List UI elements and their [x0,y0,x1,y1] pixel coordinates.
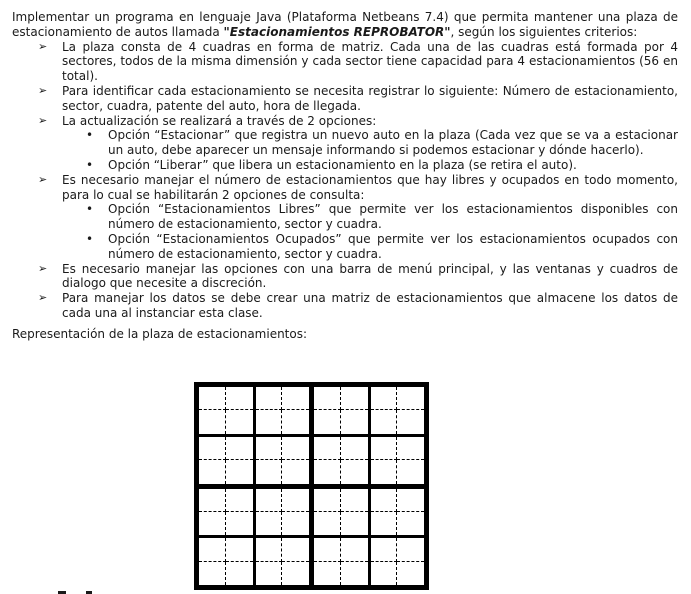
intro-text-after: , según los siguientes criterios: [450,24,638,39]
plaza-grid [194,382,429,590]
dot-bullet-icon: • [86,231,94,246]
sector [371,387,425,434]
parking-spot [314,489,341,512]
parking-spot [226,562,253,585]
parking-spot [341,489,368,512]
parking-spot [199,562,226,585]
parking-spot [371,538,398,561]
cuadra [314,489,424,586]
parking-spot [371,410,398,433]
arrow-bullet-icon: ➢ [38,261,48,275]
sector [199,437,253,484]
sector [314,437,368,484]
parking-spot [199,538,226,561]
parking-spot [199,437,226,460]
parking-spot [282,410,309,433]
parking-spot [341,437,368,460]
parking-spot [282,387,309,410]
parking-spot [256,437,283,460]
list-item-text: Para manejar los datos se debe crear una matriz de estacionamientos que almacene los datos de cada una al instanciar esta clase. [62,291,678,320]
sector [256,538,310,585]
parking-spot [371,489,398,512]
parking-spot [341,387,368,410]
parking-spot [256,460,283,483]
parking-spot [282,562,309,585]
parking-spot [226,512,253,535]
list-item [12,291,678,321]
sector [314,387,368,434]
parking-spot [397,512,424,535]
parking-spot [226,538,253,561]
parking-spot [397,437,424,460]
parking-spot [256,562,283,585]
list-item-text: Opción “Liberar” que libera un estacionamiento en la plaza (se retira el auto). [108,157,577,172]
parking-spot [397,538,424,561]
parking-spot [341,538,368,561]
arrow-bullet-icon: ➢ [38,39,48,53]
parking-spot [314,387,341,410]
parking-spot [371,387,398,410]
sector [256,489,310,536]
parking-spot [199,387,226,410]
parking-spot [256,538,283,561]
dot-bullet-icon: • [86,128,94,143]
list-subitem [12,232,678,262]
parking-spot [314,460,341,483]
sector [199,387,253,434]
parking-spot [314,538,341,561]
sector [371,489,425,536]
parking-spot [397,562,424,585]
list-item-text: Es necesario manejar el número de estacionamientos que hay libres y ocupados en todo momento, para lo cual se habilitarán 2 opciones de consulta: [62,172,678,202]
parking-spot [397,387,424,410]
parking-spot [256,512,283,535]
parking-spot [371,562,398,585]
parking-spot [256,489,283,512]
cuadra [314,387,424,484]
sector [314,489,368,536]
parking-spot [397,410,424,433]
list-item-text: Para identificar cada estacionamiento se necesita registrar lo siguiente: Número de estacionamiento, sector, cuadra, patente del auto, hora de llegada. [62,83,678,113]
parking-spot [226,387,253,410]
sector [256,437,310,484]
cuadra [199,387,309,484]
parking-spot [314,437,341,460]
parking-spot [282,512,309,535]
parking-spot [199,512,226,535]
parking-spot [341,512,368,535]
arrow-bullet-icon: ➢ [38,291,48,305]
arrow-bullet-icon: ➢ [38,113,48,127]
parking-spot [199,460,226,483]
dot-bullet-icon: • [86,157,94,172]
sector [199,538,253,585]
list-subitem [12,202,678,232]
parking-spot [341,410,368,433]
intro-text-before: Implementar un programa en lenguaje Java (Plataforma Netbeans 7.4) que permita mantener una plaza de estacionamiento de autos llamada [12,10,678,39]
list-item-text: Es necesario manejar las opciones con una barra de menú principal, y las ventanas y cuadros de dialogo que necesite a discreción. [62,261,678,291]
parking-spot [199,489,226,512]
parking-spot [371,437,398,460]
parking-spot [282,460,309,483]
parking-spot [226,460,253,483]
sector [371,437,425,484]
list-item-text: Opción “Estacionamientos Libres” que permite ver los estacionamientos disponibles con número de estacionamiento, sector y cuadra. [108,202,678,232]
cuadra [199,489,309,586]
parking-spot [397,460,424,483]
list-subitem [12,128,678,158]
parking-spot [341,562,368,585]
list-item [12,262,678,292]
parking-spot [226,410,253,433]
list-item-text: Opción “Estacionamientos Ocupados” que permite ver los estacionamientos ocupados con número de estacionamiento, sector y cuadra. [108,231,678,261]
parking-spot [256,387,283,410]
parking-spot [397,489,424,512]
parking-spot [199,410,226,433]
program-title: "Estacionamientos REPROBATOR" [223,24,451,39]
list-item [12,114,678,129]
arrow-bullet-icon: ➢ [38,83,48,97]
sector [371,538,425,585]
parking-spot [341,460,368,483]
parking-spot [314,512,341,535]
sector [256,387,310,434]
parking-spot [282,437,309,460]
parking-spot [282,538,309,561]
dot-bullet-icon: • [86,202,94,217]
parking-spot [314,410,341,433]
parking-spot [371,460,398,483]
parking-spot [256,410,283,433]
sector [314,538,368,585]
parking-spot [314,562,341,585]
list-item [12,173,678,203]
list-item [12,84,678,114]
list-subitem [12,158,678,173]
list-item-text: La plaza consta de 4 cuadras en forma de matriz. Cada una de las cuadras está formada por 4 sectores, todos de la misma dimensión y cada sector tiene capacidad para 4 estacionamientos (56 en total). [62,39,678,84]
arrow-bullet-icon: ➢ [38,172,48,186]
list-item-text: Opción “Estacionar” que registra un nuevo auto en la plaza (Cada vez que se va a estacionar un auto, debe aparecer un mensaje informando si podemos estacionar y dónde hacerlo). [108,128,678,158]
list-item-text: La actualización se realizará a través de 2 opciones: [62,113,377,128]
list-item [12,40,678,84]
parking-spot [282,489,309,512]
criteria-list [12,40,678,321]
parking-spot [226,437,253,460]
parking-spot [226,489,253,512]
parking-spot [371,512,398,535]
sector [199,489,253,536]
diagram-caption: Representación de la plaza de estacionamientos: [12,326,308,341]
intro-paragraph [12,10,678,40]
